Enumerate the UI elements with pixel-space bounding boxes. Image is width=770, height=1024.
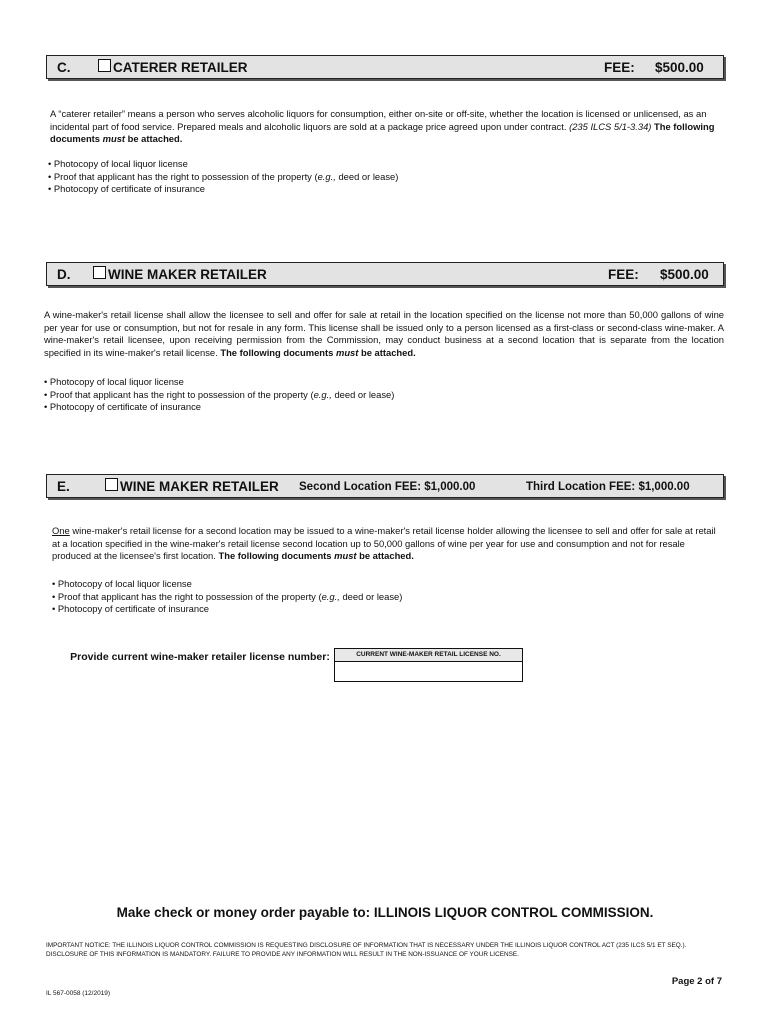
current-license-box-header: CURRENT WINE-MAKER RETAIL LICENSE NO. [335, 649, 522, 662]
list-item: • Proof that applicant has the right to possession of the property (e.g., deed or lease) [48, 171, 398, 184]
section-d-document-list [44, 376, 394, 414]
list-item: • Photocopy of certificate of insurance [48, 183, 398, 196]
section-c-description: A “caterer retailer” means a person who serves alcoholic liquors for consumption, either on-site or off-site, whether the location is licensed or unlicensed, as an incidental part of food service. Prepared meals and alcoholic liquors are sold at a package price agreed upon under contract. (235 ILCS 5/1-3.34) The following documents must be attached. [50, 108, 715, 145]
section-d-fee-value: $500.00 [660, 267, 709, 282]
section-c-header [46, 55, 724, 79]
list-item: • Photocopy of certificate of insurance [52, 603, 402, 616]
important-notice: IMPORTANT NOTICE: THE ILLINOIS LIQUOR CONTROL COMMISSION IS REQUESTING DISCLOSURE OF INFORMATION THAT IS NECESSARY UNDER THE ILLINOIS LIQUOR CONTROL ACT (235 ILCS 5/1 ET SEQ.). DISCLOSURE OF THIS INFORMATION IS MANDATORY. FAILURE TO PROVIDE ANY INFORMATION WILL RESULT IN THE NON-ISSUANCE OF YOUR LICENSE. [46, 942, 687, 958]
section-c-title: CATERER RETAILER [113, 60, 248, 75]
list-item: • Photocopy of local liquor license [52, 578, 402, 591]
section-d-fee-label: FEE: [608, 267, 639, 282]
section-c-fee-label: FEE: [604, 60, 635, 75]
section-e-header [46, 474, 724, 498]
section-c-document-list [48, 158, 398, 196]
section-e-letter: E. [57, 479, 70, 494]
section-e-second-location-fee: Second Location FEE: $1,000.00 [299, 481, 476, 493]
page-number: Page 2 of 7 [671, 976, 722, 987]
section-d-header [46, 262, 724, 286]
section-e-document-list [52, 578, 402, 616]
list-item: • Photocopy of local liquor license [48, 158, 398, 171]
section-c-fee-value: $500.00 [655, 60, 704, 75]
list-item: • Photocopy of certificate of insurance [44, 401, 394, 414]
section-d-letter: D. [57, 267, 71, 282]
wine-maker-retailer-second-location-checkbox[interactable] [105, 478, 118, 491]
payable-instruction: Make check or money order payable to: ILLINOIS LIQUOR CONTROL COMMISSION. [116, 905, 654, 920]
section-e-third-location-fee: Third Location FEE: $1,000.00 [526, 481, 690, 493]
caterer-retailer-checkbox[interactable] [98, 59, 111, 72]
list-item: • Proof that applicant has the right to possession of the property (e.g., deed or lease) [52, 591, 402, 604]
section-e-title: WINE MAKER RETAILER [120, 479, 279, 494]
form-id: IL 567-0058 (12/2019) [46, 990, 111, 997]
section-d-description: A wine-maker's retail license shall allow the licensee to sell and offer for sale at retail in the location specified on the license not more than 50,000 gallons of wine per year for use or consumption, but not for resale in any form. This license shall be issued only to a person licensed as a first-class or second-class wine-maker. A wine-maker's retail licensee, upon receiving permission from the Commission, may conduct business at a second location that is separate from the location specified in its wine-maker's retail license. The following documents must be attached. [44, 309, 724, 358]
current-license-box [334, 648, 523, 682]
provide-license-label: Provide current wine-maker retailer license number: [70, 651, 330, 663]
section-d-title: WINE MAKER RETAILER [108, 267, 267, 282]
current-license-number-field[interactable] [335, 662, 522, 682]
list-item: • Photocopy of local liquor license [44, 376, 394, 389]
section-c-letter: C. [57, 60, 71, 75]
wine-maker-retailer-checkbox[interactable] [93, 266, 106, 279]
list-item: • Proof that applicant has the right to possession of the property (e.g., deed or lease) [44, 389, 394, 402]
section-e-description: One wine-maker's retail license for a second location may be issued to a wine-maker's retail license holder allowing the licensee to sell and offer for sale at retail at a location specified in the wine-maker's retail license second location up to 50,000 gallons of wine per year for use and consumption and not for resale produced at the licensee's first location. The following documents must be attached. [52, 525, 716, 562]
